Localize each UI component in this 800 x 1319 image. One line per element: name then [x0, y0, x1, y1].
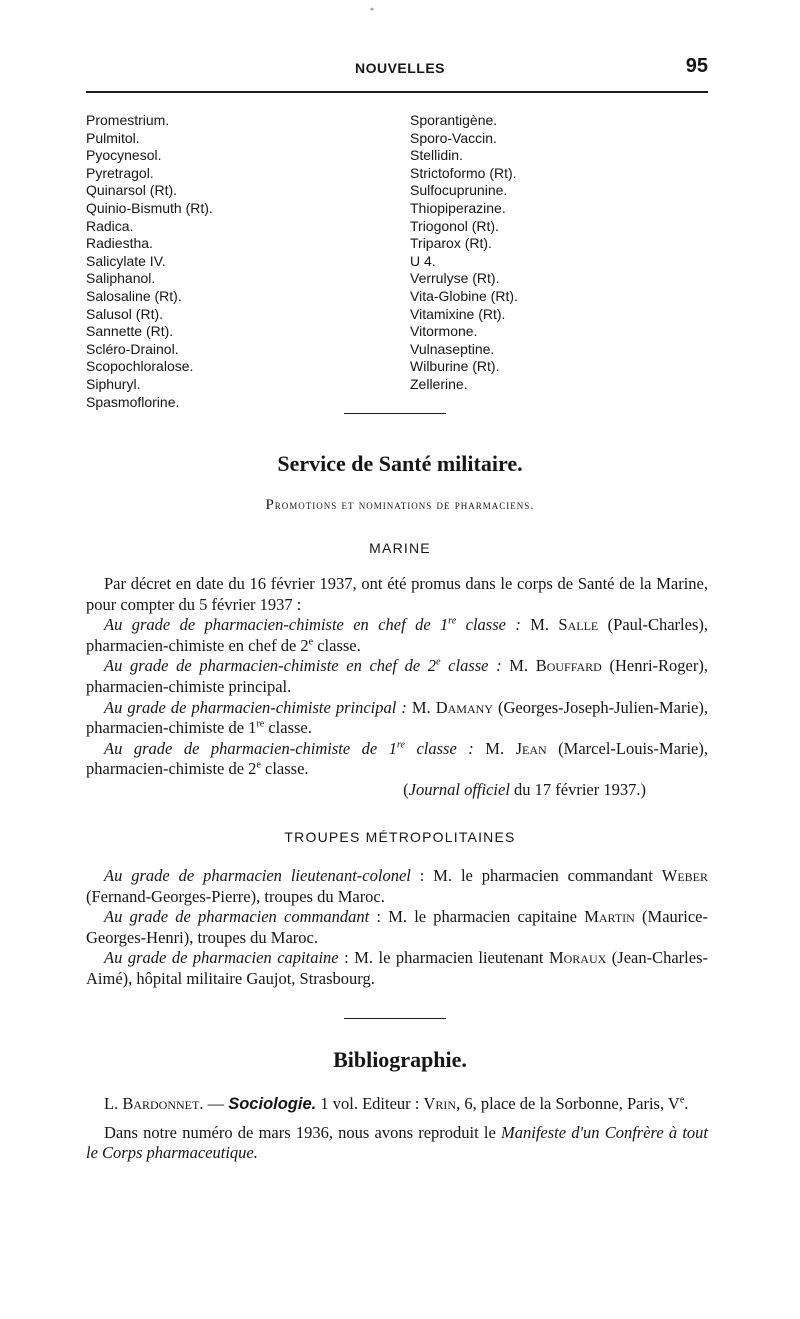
list-item: Quinarsol (Rt).: [86, 182, 178, 199]
list-item: Vitormone.: [410, 323, 478, 340]
list-item: Zellerine.: [410, 375, 468, 392]
list-item: Thiopiperazine.: [410, 199, 506, 216]
list-item: Salusol (Rt).: [86, 305, 164, 322]
marine-text: [86, 574, 708, 801]
list-item: Spasmoflorine.: [86, 393, 180, 410]
marine-entry: Au grade de pharmacien-chimiste en chef de 1re classe : M. Salle (Paul-Charles), pharmacien-chimiste en chef de 2e classe.: [86, 615, 708, 655]
subheading-initial: P: [265, 497, 275, 513]
book-title: Sociologie.: [228, 1095, 317, 1113]
list-item: Strictoformo (Rt).: [410, 164, 517, 181]
list-item: Vulnaseptine.: [410, 340, 495, 357]
section-title-bibliographie: Bibliographie.: [333, 1047, 467, 1072]
section-divider: [344, 413, 446, 414]
label-marine: MARINE: [369, 540, 431, 556]
list-item: Salosaline (Rt).: [86, 287, 182, 304]
list-item: Salicylate IV.: [86, 252, 166, 269]
subheading-word: nominations: [358, 497, 433, 512]
list-item: Sulfocuprunine.: [410, 182, 508, 199]
bibliography-note: Dans notre numéro de mars 1936, nous avons reproduit le Manifeste d'un Confrère à tout le Corps pharmaceutique.: [86, 1122, 708, 1163]
list-item: Saliphanol.: [86, 270, 156, 287]
list-item: Promestrium.: [86, 112, 170, 128]
corner-mark: *: [370, 6, 374, 15]
list-item: U 4.: [410, 252, 436, 269]
list-item: Scopochloralose.: [86, 358, 194, 375]
marine-entry: Au grade de pharmacien-chimiste en chef de 2e classe : M. Bouffard (Henri-Roger), pharmacien-chimiste principal.: [86, 656, 708, 696]
label-troupes: TROUPES MÉTROPOLITAINES: [284, 829, 516, 845]
subheading-word: pharmaciens.: [454, 497, 535, 512]
person-surname: Martin: [584, 907, 635, 927]
person-surname: Salle: [558, 615, 599, 635]
list-item: Vitamixine (Rt).: [410, 305, 506, 322]
person-surname: Weber: [661, 866, 709, 885]
troupes-entry: Au grade de pharmacien lieutenant-colonel : M. le pharmacien commandant Weber (Fernand-Georges-Pierre), troupes du Maroc.: [86, 866, 709, 906]
subheading-word: et: [341, 497, 355, 512]
person-surname: Bouffard: [535, 656, 602, 676]
marine-entry: Au grade de pharmacien-chimiste de 1re classe : M. Jean (Marcel-Louis-Marie), pharmacien-chimiste de 2e classe.: [86, 738, 708, 779]
list-item: Vita-Globine (Rt).: [410, 287, 518, 304]
page-number: 95: [685, 55, 708, 77]
troupes-text: [86, 866, 708, 990]
person-surname: Damany: [435, 697, 493, 717]
header-rule: [86, 91, 708, 93]
section-title-sante: Service de Santé militaire.: [277, 451, 523, 476]
marine-entry: Au grade de pharmacien-chimiste principal : M. Damany (Georges-Joseph-Julien-Marie), pharmacien-chimiste de 1re classe.: [86, 697, 708, 738]
list-item: Radiestha.: [86, 235, 153, 252]
list-item: Sporo-Vaccin.: [410, 129, 497, 146]
list-item: Pyocynesol.: [86, 147, 162, 164]
list-item: Sannette (Rt).: [86, 323, 174, 340]
product-list-left: [86, 112, 213, 411]
list-item: Siphuryl.: [86, 375, 141, 392]
list-item: Stellidin.: [410, 147, 463, 164]
list-item: Pulmitol.: [86, 129, 140, 146]
product-list-right: [410, 112, 518, 394]
list-item: Triogonol (Rt).: [410, 217, 499, 234]
list-item: Triparox (Rt).: [410, 235, 492, 252]
list-item: Pyretragol.: [86, 164, 154, 181]
list-item: Radica.: [86, 217, 134, 234]
subheading-word: romotions: [274, 497, 338, 512]
bibliography-entry: L. Bardonnet. — Sociologie. 1 vol. Editeur : Vrin, 6, place de la Sorbonne, Paris, Ve.: [104, 1094, 689, 1113]
subheading-word: de: [436, 497, 451, 512]
list-item: Scléro-Drainol.: [86, 340, 179, 357]
citation: (Journal officiel du 17 février 1937.): [403, 779, 646, 799]
publisher-name: Vrin: [423, 1094, 457, 1113]
troupes-entry: Au grade de pharmacien capitaine : M. le pharmacien lieutenant Moraux (Jean-Charles-Aimé), hôpital militaire Gaujot, Strasbourg.: [86, 948, 708, 988]
marine-intro: Par décret en date du 16 février 1937, ont été promus dans le corps de Santé de la Marine, pour compter du 5 février 1937 :: [86, 574, 708, 614]
subheading-promotions: [0, 497, 800, 514]
troupes-entry: Au grade de pharmacien commandant : M. le pharmacien capitaine Martin (Maurice-Georges-Henri), troupes du Maroc.: [86, 907, 708, 947]
citation-source: Journal officiel: [408, 779, 510, 799]
manifesto-title: Manifeste d'un Confrère à tout le Corps pharmaceutique.: [86, 1122, 708, 1163]
list-item: Verrulyse (Rt).: [410, 270, 500, 287]
section-divider: [344, 1018, 446, 1019]
person-surname: Moraux: [548, 948, 607, 968]
list-item: Wilburine (Rt).: [410, 358, 500, 375]
running-header-title: NOUVELLES: [354, 60, 446, 76]
list-item: Sporantigène.: [410, 112, 498, 128]
author-name: L. Bardonnet.: [104, 1094, 204, 1113]
bibliographie-text: [86, 1094, 708, 1164]
person-surname: Jean: [515, 738, 547, 758]
list-item: Quinio-Bismuth (Rt).: [86, 199, 213, 216]
